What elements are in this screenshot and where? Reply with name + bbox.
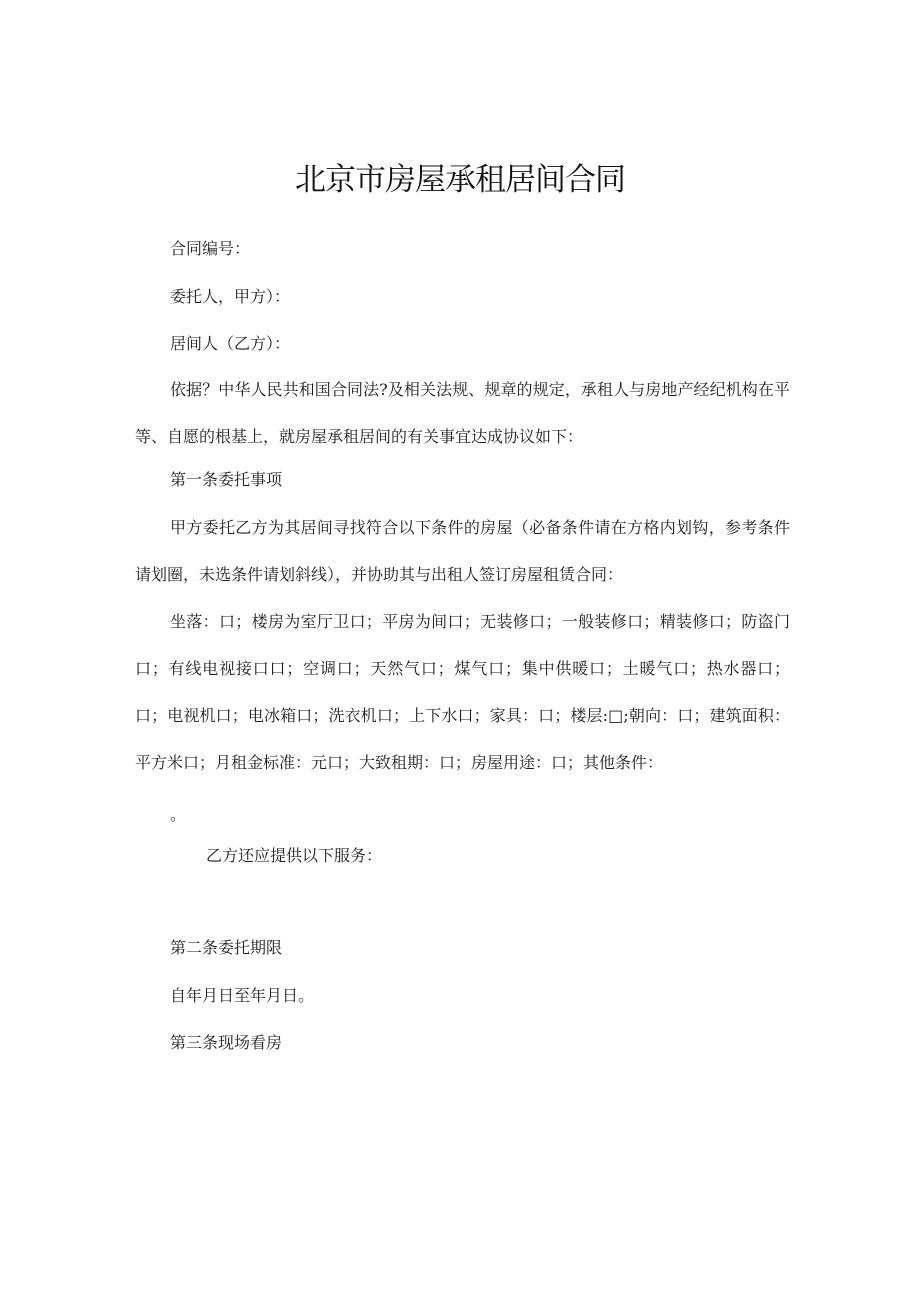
document-title: 北京市房屋承租居间合同 [295,162,625,198]
intermediary-party-label: 居间人（乙方）： [170,334,291,353]
contract-number-label: 合同编号： [170,239,251,258]
article-1-paragraph: 甲方委托乙方为其居间寻找符合以下条件的房屋（必备条件请在方格内划钩，参考条件请划圈，未选条件请划斜线），并协助其与出租人签订房屋租赁合同： [135,518,790,584]
article-3-heading: 第三条现场看房 [170,1033,283,1052]
period-mark: 。 [170,805,187,824]
principal-party-label: 委托人，甲方）： [170,287,291,306]
intro-paragraph: 依据？中华人民共和国合同法?及相关法规、规章的规定，承租人与房地产经纪机构在平等、自愿的根基上，就房屋承租居间的有关事宜达成协议如下： [135,380,790,446]
services-label: 乙方还应提供以下服务： [206,846,383,865]
house-conditions-paragraph: 坐落：口；楼房为室厅卫口；平房为间口；无装修口；一般装修口；精装修口；防盗门口；有线电视接口口；空调口；天然气口；煤气口；集中供暖口；土暖气口；热水器口；口；电视机口；电冰箱口；洗衣机口；上下水口；家具：口；楼层:□;朝向：口；建筑面积：平方米口；月租金标准：元口；大致租期：口；房屋用途：口；其他条件： [135,612,790,772]
article-2-text: 自年月日至年月日。 [170,986,315,1005]
article-2-heading: 第二条委托期限 [170,938,283,957]
article-1-heading: 第一条委托事项 [170,470,283,489]
